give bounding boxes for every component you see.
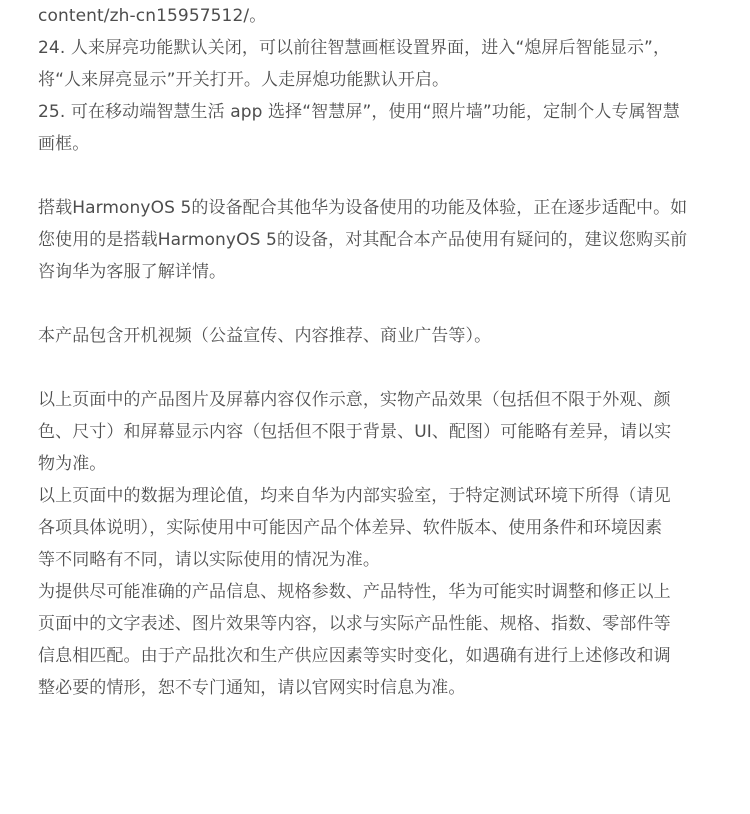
image-disclaimer-line-2: 色、尺寸）和屏幕显示内容（包括但不限于背景、UI、配图）可能略有差异，请以实 (38, 422, 672, 442)
image-disclaimer-line-3: 物为准。 (38, 454, 107, 474)
disclaimer-text-block (38, 0, 714, 704)
accuracy-disclaimer-line-2: 页面中的文字表述、图片效果等内容，以求与实际产品性能、规格、指数、零部件等 (38, 614, 671, 634)
data-disclaimer-line-2: 各项具体说明），实际使用中可能因产品个体差异、软件版本、使用条件和环境因素 (38, 518, 663, 538)
note-24-line-1: 24. 人来屏亮功能默认关闭，可以前往智慧画框设置界面，进入“熄屏后智能显示”， (38, 38, 671, 58)
paragraph-gap (38, 352, 714, 384)
url-continuation-line: content/zh-cn15957512/。 (38, 6, 267, 26)
harmonyos-note-line-3: 咨询华为客服了解详情。 (38, 262, 227, 282)
note-25-line-1: 25. 可在移动端智慧生活 app 选择“智慧屏”，使用“照片墙”功能，定制个人专属智慧 (38, 102, 680, 122)
harmonyos-note-line-1: 搭载HarmonyOS 5的设备配合其他华为设备使用的功能及体验，正在逐步适配中。如 (38, 198, 688, 218)
image-disclaimer-line-1: 以上页面中的产品图片及屏幕内容仅作示意，实物产品效果（包括但不限于外观、颜 (38, 390, 671, 410)
accuracy-disclaimer-line-1: 为提供尽可能准确的产品信息、规格参数、产品特性，华为可能实时调整和修正以上 (38, 582, 671, 602)
data-disclaimer-line-1: 以上页面中的数据为理论值，均来自华为内部实验室，于特定测试环境下所得（请见 (38, 486, 671, 506)
paragraph-gap (38, 288, 714, 320)
data-disclaimer-line-3: 等不同略有不同，请以实际使用的情况为准。 (38, 550, 380, 570)
harmonyos-note-line-2: 您使用的是搭载HarmonyOS 5的设备，对其配合本产品使用有疑问的，建议您购买前 (38, 230, 688, 250)
boot-video-note: 本产品包含开机视频（公益宣传、内容推荐、商业广告等）。 (38, 326, 492, 346)
accuracy-disclaimer-line-4: 整必要的情形，恕不专门通知，请以官网实时信息为准。 (38, 678, 466, 698)
accuracy-disclaimer-line-3: 信息相匹配。由于产品批次和生产供应因素等实时变化，如遇确有进行上述修改和调 (38, 646, 671, 666)
note-24-line-2: 将“人来屏亮显示”开关打开。人走屏熄功能默认开启。 (38, 70, 450, 90)
paragraph-gap (38, 160, 714, 192)
note-25-line-2: 画框。 (38, 134, 90, 154)
